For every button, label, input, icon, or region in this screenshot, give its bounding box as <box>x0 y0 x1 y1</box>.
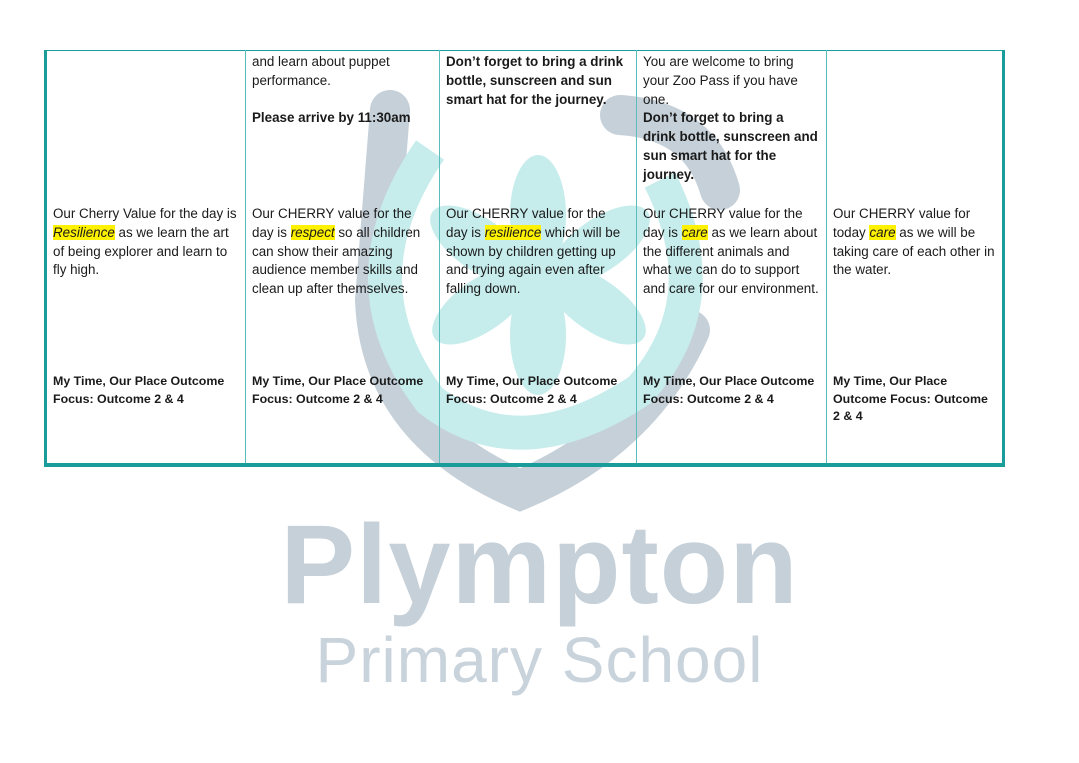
table-cell <box>827 51 1004 204</box>
value-highlight: care <box>869 224 896 240</box>
outcome-cell <box>246 373 440 465</box>
reminder-note: Don’t forget to bring a drink bottle, sunscreen and sun smart hat for the journey. <box>446 54 624 107</box>
outcome-focus: My Time, Our Place Outcome Focus: Outcome 2 & 4 <box>643 374 815 406</box>
table-cell <box>246 51 440 204</box>
cherry-value-cell: Our CHERRY value for the day is care as we learn about the different animals and what we can do to support and care for our environment. <box>637 203 827 373</box>
value-highlight: resilience <box>484 224 542 240</box>
outcome-cell <box>46 373 246 465</box>
reminder-note: Don’t forget to bring a drink bottle, sunscreen and sun smart hat for the journey. <box>643 110 818 182</box>
outcome-cell <box>440 373 637 465</box>
cherry-value-cell: Our CHERRY value for the day is resilience which will be shown by children getting up and trying again even after falling down. <box>440 203 637 373</box>
value-highlight: respect <box>290 224 335 240</box>
cherry-value-cell: Our CHERRY value for the day is respect so all children can show their amazing audience member skills and clean up after themselves. <box>246 203 440 373</box>
value-highlight: Resilience <box>53 224 115 240</box>
cell-text: You are welcome to bring your Zoo Pass if you have one. <box>643 54 798 107</box>
cherry-value-cell: Our CHERRY value for today care as we will be taking care of each other in the water. <box>827 203 1004 373</box>
cell-text: and learn about puppet performance. <box>252 54 390 88</box>
outcome-focus: My Time, Our Place Outcome Focus: Outcome 2 & 4 <box>833 374 988 424</box>
watermark-school-name: Plympton <box>280 502 799 627</box>
watermark-school-subtitle: Primary School <box>315 624 764 696</box>
arrival-time-note: Please arrive by 11:30am <box>252 110 411 126</box>
value-highlight: care <box>681 224 708 240</box>
table-row <box>46 373 1004 465</box>
outcome-cell <box>637 373 827 465</box>
outcome-focus: My Time, Our Place Outcome Focus: Outcome 2 & 4 <box>252 374 424 406</box>
cherry-value-cell: Our Cherry Value for the day is Resilience as we learn the art of being explorer and learn to fly high. <box>46 203 246 373</box>
table-cell <box>46 51 246 204</box>
outcome-focus: My Time, Our Place Outcome Focus: Outcome 2 & 4 <box>446 374 618 406</box>
outcome-focus: My Time, Our Place Outcome Focus: Outcome 2 & 4 <box>53 374 225 406</box>
table-row <box>46 203 1004 373</box>
excursion-plan-table <box>44 50 1005 467</box>
table-row <box>46 51 1004 204</box>
outcome-cell <box>827 373 1004 465</box>
table-cell <box>440 51 637 204</box>
table-cell <box>637 51 827 204</box>
